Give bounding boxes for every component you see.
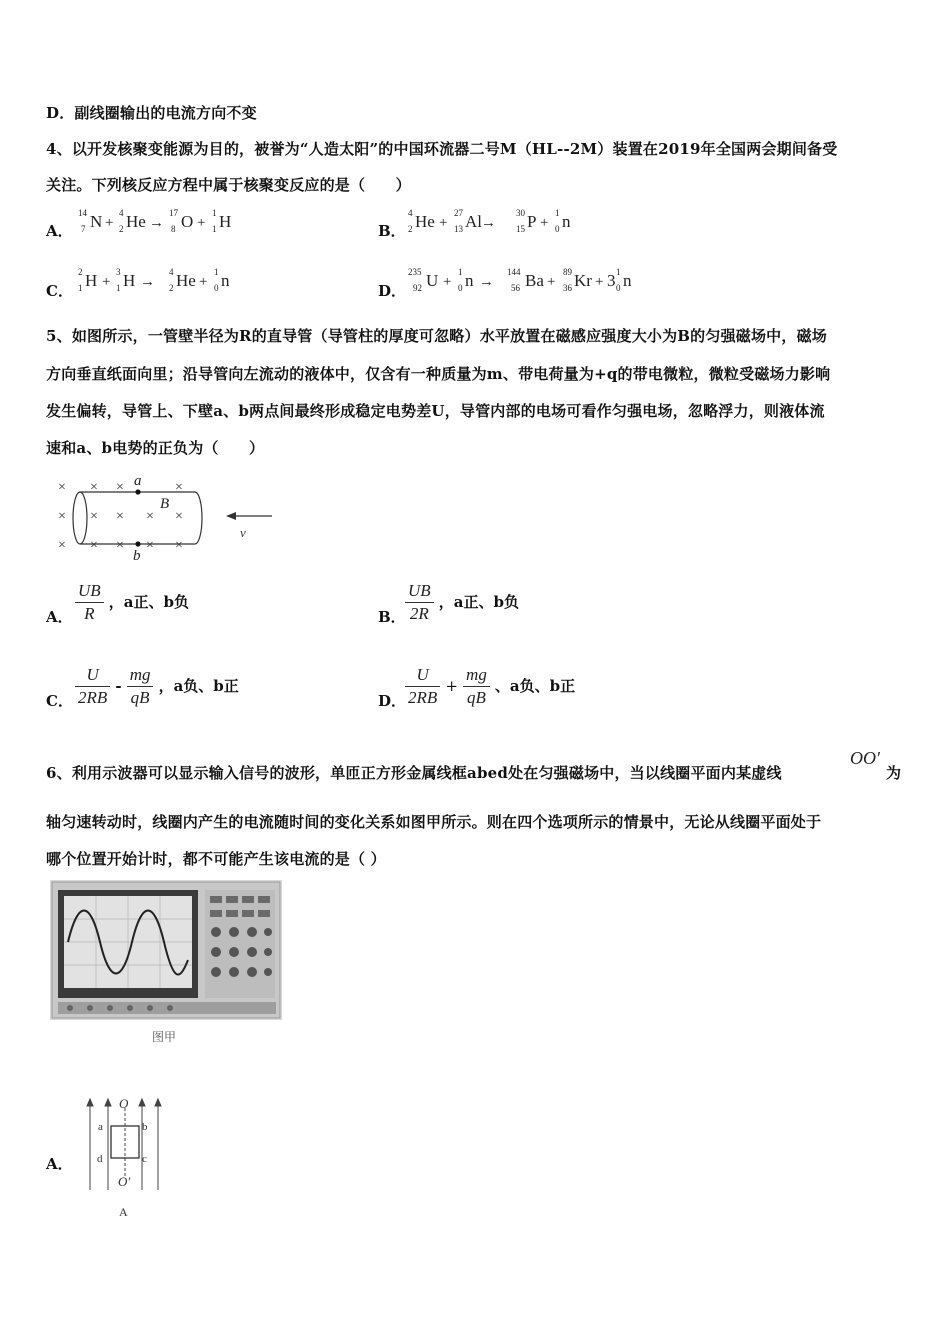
q5-stem-line2: 方向垂直纸面向里；沿导管向左流动的液体中，仅含有一种质量为m、带电荷量为+q的带电微粒，微粒受磁场力影响 <box>46 365 831 383</box>
q5-option-c-label: C． <box>46 692 73 710</box>
q4-option-c-equation <box>78 267 278 300</box>
q5-option-d-label: D． <box>378 692 407 710</box>
svg-text:89: 89 <box>563 267 572 277</box>
q6-option-a-label: A． <box>46 1155 73 1173</box>
q5-stem-line4: 速和a、b电势的正负为（ ） <box>46 439 265 457</box>
field-cross: × <box>146 538 154 553</box>
pipe-right-end <box>195 492 202 544</box>
fraction: $\frac{UB}{R}$ <box>75 580 104 625</box>
svg-text:→: → <box>140 274 155 290</box>
svg-text:Kr: Kr <box>574 271 592 290</box>
svg-text:H: H <box>85 271 98 290</box>
svg-text:1: 1 <box>555 208 560 218</box>
q4-option-d-equation <box>408 267 658 300</box>
svg-text:2: 2 <box>169 283 174 293</box>
svg-text:0: 0 <box>616 283 621 293</box>
svg-text:8: 8 <box>171 224 176 234</box>
svg-text:Ba: Ba <box>525 271 544 290</box>
q5-option-c <box>75 664 239 709</box>
operator: + <box>445 677 458 695</box>
fraction: $\frac{mg}{qB}$ <box>463 664 490 709</box>
q6-stem-text: 6、利用示波器可以显示输入信号的波形，单匝正方形金属线框abed处在匀强磁场中，当以线圈平面内某虚线 <box>46 764 782 782</box>
svg-text:n: n <box>221 271 230 290</box>
svg-text:1: 1 <box>214 267 219 277</box>
option-text: ，a正、b负 <box>108 593 189 611</box>
svg-text:27: 27 <box>454 208 463 218</box>
svg-text:N: N <box>90 212 103 231</box>
svg-text:1: 1 <box>212 224 217 234</box>
svg-text:1: 1 <box>78 283 83 293</box>
svg-text:+: + <box>199 274 208 290</box>
q4-eq-c <box>78 267 278 295</box>
label-a: a <box>98 1121 103 1133</box>
svg-text:1: 1 <box>212 208 217 218</box>
q5-option-d <box>405 664 575 709</box>
fraction: $\frac{mg}{qB}$ <box>127 664 154 709</box>
label-v: v <box>240 525 246 540</box>
svg-text:92: 92 <box>413 283 422 293</box>
q6-option-a-figure <box>82 1094 164 1224</box>
svg-text:Al: Al <box>465 212 482 231</box>
svg-text:+: + <box>102 274 111 290</box>
svg-text:+: + <box>197 215 206 231</box>
label-d: d <box>97 1153 103 1165</box>
svg-text:+: + <box>547 274 556 290</box>
q3-option-d: D．副线圈输出的电流方向不变 <box>46 104 257 122</box>
svg-text:1: 1 <box>116 283 121 293</box>
svg-text:→: → <box>479 274 494 290</box>
svg-text:15: 15 <box>516 224 525 234</box>
svg-text:1: 1 <box>458 267 463 277</box>
figure-caption-A: A <box>119 1205 128 1219</box>
field-cross: × <box>116 538 124 553</box>
svg-text:235: 235 <box>408 267 422 277</box>
q5-option-b <box>405 580 519 625</box>
svg-text:36: 36 <box>563 283 572 293</box>
operator: - <box>115 677 122 695</box>
axis-oo-label: OO′ <box>850 748 880 768</box>
label-c: c <box>142 1153 147 1165</box>
fraction: $\frac{U}{2RB}$ <box>405 664 440 709</box>
point-a <box>135 489 140 494</box>
svg-text:0: 0 <box>555 224 560 234</box>
option-text: ，a负、b正 <box>158 677 239 695</box>
q4-option-b-label: B． <box>378 222 406 240</box>
oscilloscope-photo <box>50 880 282 1020</box>
label-b: b <box>133 548 141 564</box>
svg-text:30: 30 <box>516 208 525 218</box>
fraction: $\frac{U}{2RB}$ <box>75 664 110 709</box>
q4-option-c-label: C． <box>46 282 73 300</box>
q6-stem-wei: 为 <box>886 764 902 782</box>
svg-text:O: O <box>181 212 194 231</box>
field-cross: × <box>90 509 98 524</box>
svg-text:He: He <box>126 212 146 231</box>
svg-text:n: n <box>562 212 571 231</box>
field-cross: × <box>58 480 66 495</box>
option-text: 、a负、b正 <box>494 677 576 695</box>
q6-stem-line1 <box>46 762 782 783</box>
svg-text:4: 4 <box>408 208 413 218</box>
svg-text:n: n <box>623 271 632 290</box>
q4-eq-a <box>78 208 278 236</box>
svg-text:17: 17 <box>169 208 178 218</box>
svg-text:7: 7 <box>81 224 86 234</box>
svg-text:n: n <box>465 271 474 290</box>
svg-text:3: 3 <box>607 271 616 290</box>
q4-option-b-equation <box>408 208 608 241</box>
point-b <box>135 541 140 546</box>
q4-option-a-label: A． <box>46 222 73 240</box>
svg-text:3: 3 <box>116 267 121 277</box>
svg-text:He: He <box>176 271 196 290</box>
svg-text:→: → <box>149 215 164 231</box>
svg-text:144: 144 <box>507 267 521 277</box>
field-cross: × <box>175 509 183 524</box>
label-O: O <box>119 1096 129 1111</box>
field-cross: × <box>175 480 183 495</box>
label-b: b <box>142 1121 148 1133</box>
field-cross: × <box>116 480 124 495</box>
label-B: B <box>160 496 170 512</box>
q6-stem-line2: 轴匀速转动时，线圈内产生的电流随时间的变化关系如图甲所示。则在四个选项所示的情景中，无论从线圈平面处于 <box>46 813 822 831</box>
q4-stem-line1: 4、以开发核聚变能源为目的，被誉为“人造太阳”的中国环流器二号M（HL--2M）装置在2019年全国两会期间备受 <box>46 140 838 158</box>
q5-option-a-label: A． <box>46 608 73 626</box>
svg-text:13: 13 <box>454 224 463 234</box>
q5-pipe-figure <box>50 472 290 564</box>
svg-text:2: 2 <box>408 224 413 234</box>
q4-stem-line2: 关注。下列核反应方程中属于核聚变反应的是（ ） <box>46 176 411 194</box>
svg-text:0: 0 <box>214 283 219 293</box>
svg-text:+: + <box>443 274 452 290</box>
svg-text:P: P <box>527 212 537 231</box>
q5-stem-line1: 5、如图所示，一管壁半径为R的直导管（导管柱的厚度可忽略）水平放置在磁感应强度大小为B的匀强磁场中，磁场 <box>46 327 827 345</box>
svg-text:→: → <box>481 215 496 231</box>
q5-option-b-label: B． <box>378 608 406 626</box>
fraction: $\frac{UB}{2R}$ <box>405 580 434 625</box>
field-cross: × <box>58 538 66 553</box>
field-cross: × <box>58 509 66 524</box>
pipe-left-end <box>73 492 87 544</box>
svg-text:U: U <box>426 271 439 290</box>
q4-option-d-label: D． <box>378 282 407 300</box>
field-cross: × <box>175 538 183 553</box>
svg-text:+: + <box>105 215 114 231</box>
field-cross: × <box>90 480 98 495</box>
q4-eq-d <box>408 267 658 295</box>
q4-eq-b <box>408 208 608 236</box>
svg-text:0: 0 <box>458 283 463 293</box>
svg-text:14: 14 <box>78 208 87 218</box>
q6-stem-line3: 哪个位置开始计时，都不可能产生该电流的是（ ） <box>46 850 386 868</box>
q4-option-a-equation <box>78 208 278 241</box>
svg-text:H: H <box>123 271 136 290</box>
svg-text:4: 4 <box>119 208 124 218</box>
option-text: ，a正、b负 <box>438 593 519 611</box>
q5-option-a <box>75 580 189 625</box>
svg-text:1: 1 <box>616 267 621 277</box>
svg-text:He: He <box>415 212 435 231</box>
field-cross: × <box>146 509 154 524</box>
svg-text:4: 4 <box>169 267 174 277</box>
svg-text:2: 2 <box>78 267 83 277</box>
svg-text:56: 56 <box>511 283 520 293</box>
svg-text:+: + <box>595 274 604 290</box>
q5-stem-line3: 发生偏转，导管上、下壁a、b两点间最终形成稳定电势差U，导管内部的电场可看作匀强电场，忽略浮力，则液体流 <box>46 402 825 420</box>
field-cross: × <box>116 509 124 524</box>
svg-text:+: + <box>540 215 549 231</box>
label-a: a <box>134 473 142 489</box>
photo-caption: 图甲 <box>152 1030 177 1044</box>
label-O-prime: O′ <box>118 1174 131 1189</box>
svg-text:H: H <box>219 212 232 231</box>
svg-text:2: 2 <box>119 224 124 234</box>
svg-text:+: + <box>439 215 448 231</box>
field-cross: × <box>90 538 98 553</box>
velocity-arrow-head <box>226 512 236 520</box>
